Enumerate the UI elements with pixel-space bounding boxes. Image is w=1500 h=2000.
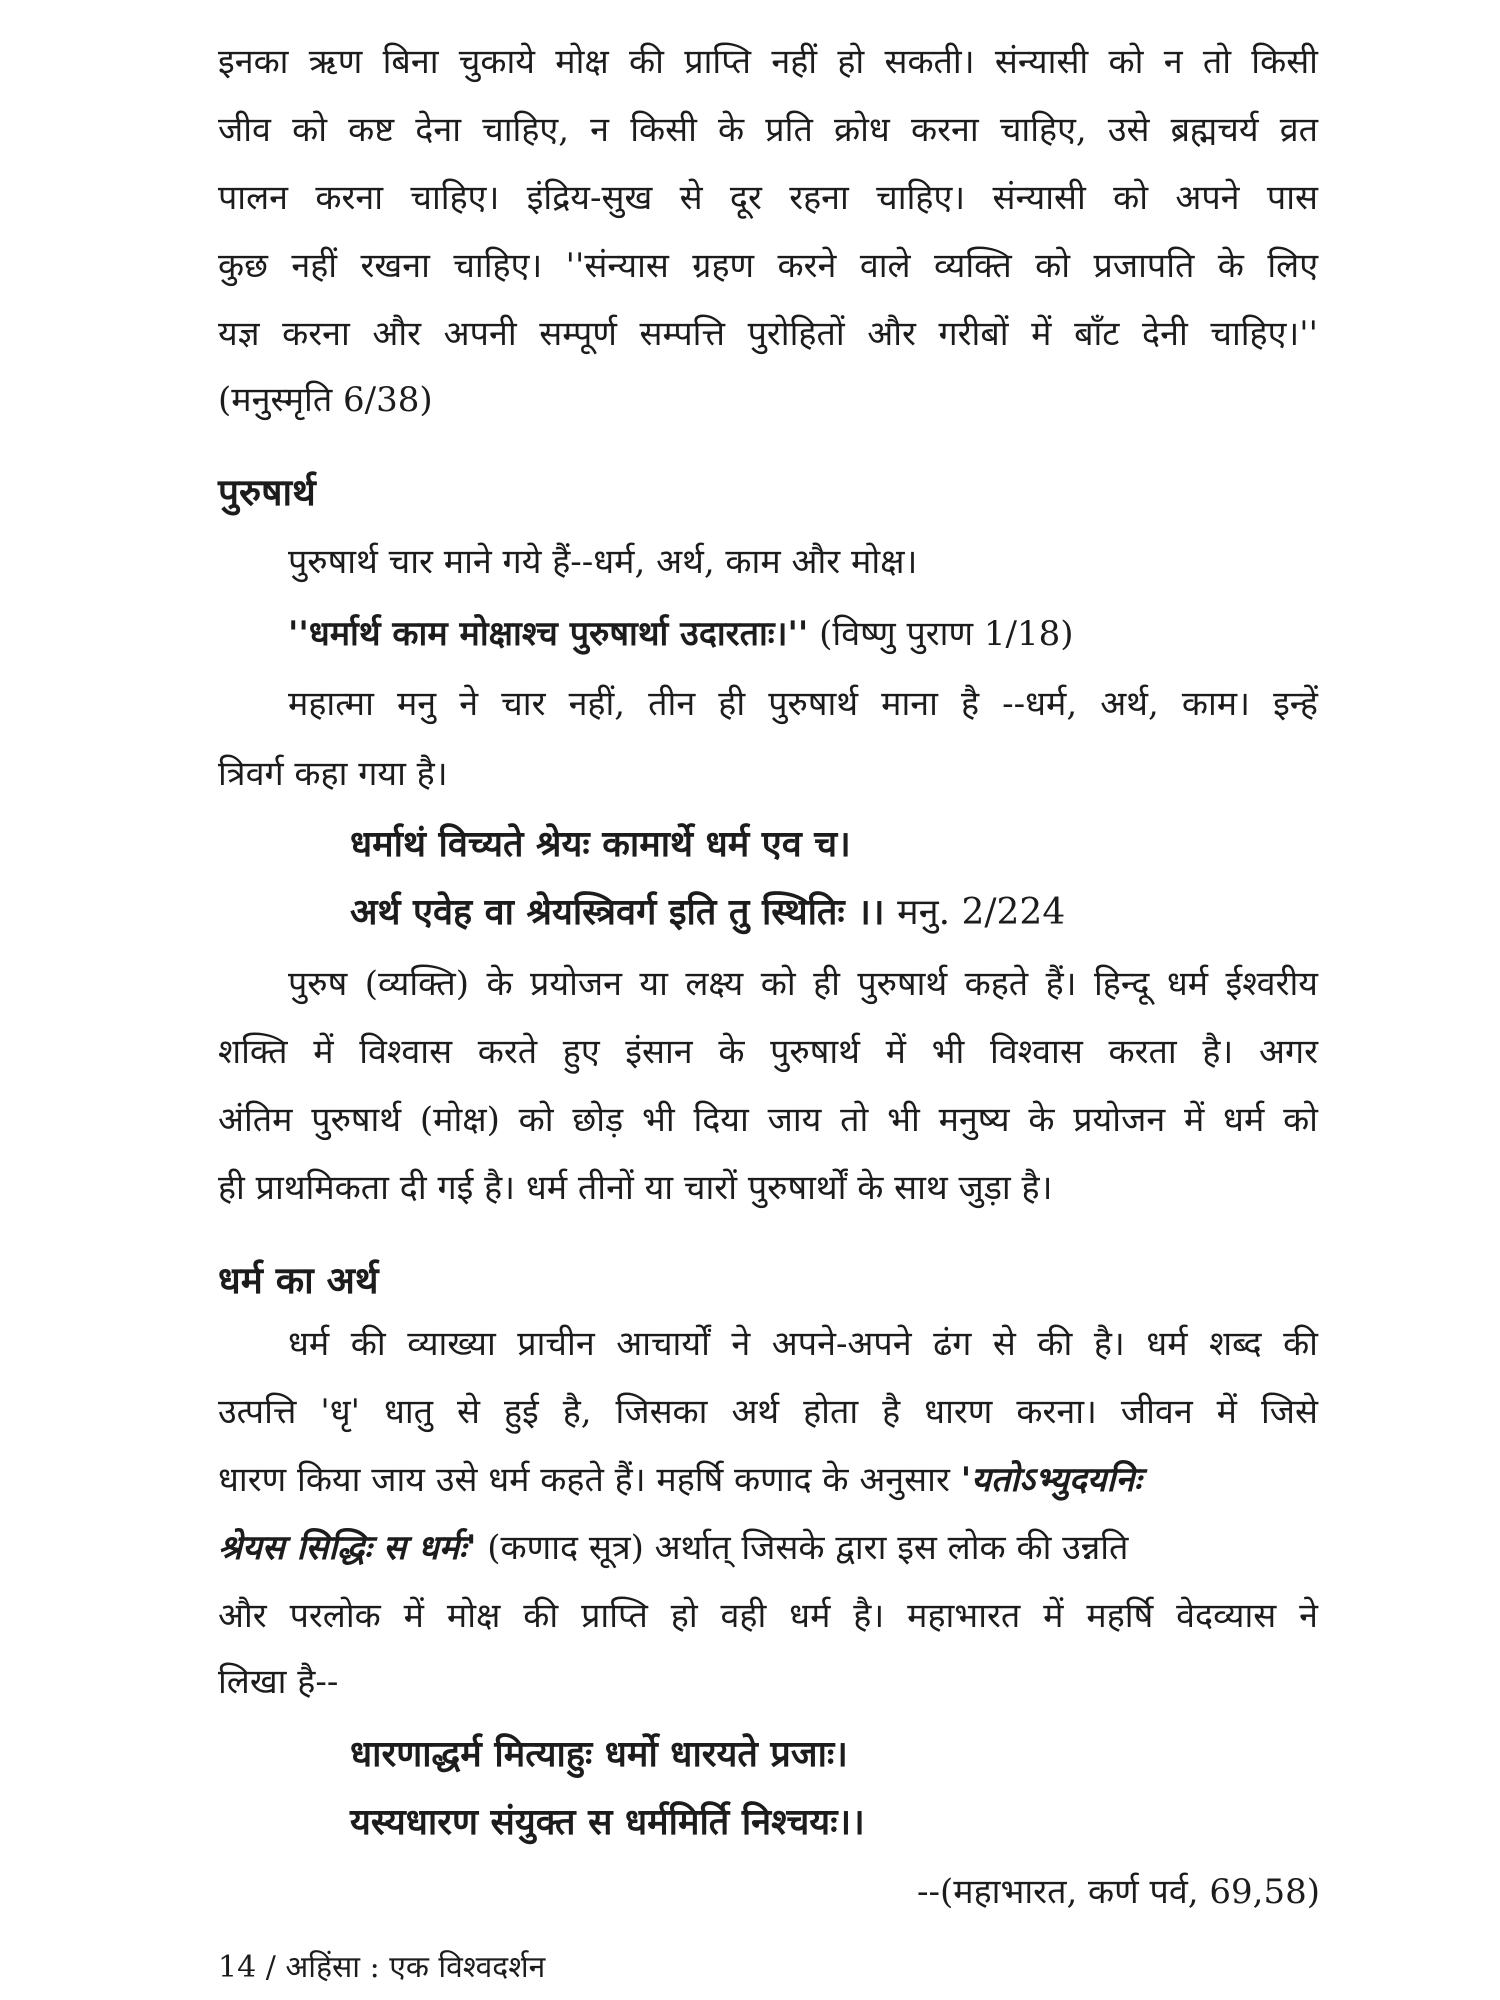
dharma-line-1: धर्म की व्याख्या प्राचीन आचार्यों ने अपने-अपने ढंग से की है। धर्म शब्द की <box>288 1324 1318 1364</box>
manu-verse-line-2-wrap <box>350 890 1065 935</box>
intro-line-3: पालन करना चाहिए। इंद्रिय-सुख से दूर रहना चाहिए। संन्यासी को अपने पास <box>218 178 1318 218</box>
purushartha-para-2-line-1: महात्मा मनु ने चार नहीं, तीन ही पुरुषार्थ माना है --धर्म, अर्थ, काम। इन्हें <box>288 684 1318 724</box>
page-footer <box>218 1946 1318 1990</box>
intro-line-5: यज्ञ करना और अपनी सम्पूर्ण सम्पत्ति पुरोहितों और गरीबों में बाँट देनी चाहिए।'' <box>218 314 1318 354</box>
purushartha-quote-source: (विष्णु पुराण 1/18) <box>819 614 1074 654</box>
kanada-sutra-quote-part-2: श्रेयस सिद्धिः स धर्मः' <box>218 1528 477 1568</box>
dharma-line-2: उत्पत्ति 'धृ' धातु से हुई है, जिसका अर्थ होता है धारण करना। जीवन में जिसे <box>218 1392 1318 1432</box>
purushartha-para-3-line-1: पुरुष (व्यक्ति) के प्रयोजन या लक्ष्य को ही पुरुषार्थ कहते हैं। हिन्दू धर्म ईश्वरीय <box>288 964 1318 1004</box>
section-heading-dharma: धर्म का अर्थ <box>218 1258 379 1302</box>
manu-verse-reference: मनु. 2/224 <box>897 892 1066 933</box>
kanada-sutra-quote-part-1: 'यतोऽभ्युदयनिः <box>960 1460 1142 1500</box>
section-heading-purushartha: पुरुषार्थ <box>218 470 316 514</box>
purushartha-quote: ''धर्मार्थ काम मोक्षाश्च पुरुषार्था उदारताः।'' <box>288 614 809 654</box>
purushartha-quote-line <box>288 612 1074 656</box>
purushartha-para-2-line-2: त्रिवर्ग कहा गया है। <box>218 754 448 794</box>
dharma-line-6: लिखा है-- <box>218 1662 339 1702</box>
intro-citation: (मनुस्मृति 6/38) <box>218 380 433 420</box>
footer-separator: / <box>265 1950 276 1985</box>
dharma-line-3 <box>218 1458 1318 1502</box>
purushartha-para-3-line-3: अंतिम पुरुषार्थ (मोक्ष) को छोड़ भी दिया जाय तो भी मनुष्य के प्रयोजन में धर्म को <box>218 1100 1318 1140</box>
intro-line-1: इनका ऋण बिना चुकाये मोक्ष की प्राप्ति नहीं हो सकती। संन्यासी को न तो किसी <box>218 42 1318 82</box>
manu-verse-line-1: धर्माथं विच्यते श्रेयः कामार्थे धर्म एव च। <box>350 823 851 865</box>
mahabharata-verse-line-1: धारणाद्धर्म मित्याहुः धर्मो धारयते प्रजाः। <box>350 1733 848 1775</box>
purushartha-para-1: पुरुषार्थ चार माने गये हैं--धर्म, अर्थ, काम और मोक्ष। <box>288 542 918 582</box>
intro-line-4: कुछ नहीं रखना चाहिए। ''संन्यास ग्रहण करने वाले व्यक्ति को प्रजापति के लिए <box>218 246 1318 286</box>
dharma-line-4 <box>218 1526 1318 1570</box>
mahabharata-verse-line-2: यस्यधारण संयुक्त स धर्ममिर्ति निश्चयः।। <box>350 1801 865 1843</box>
dharma-line-5: और परलोक में मोक्ष की प्राप्ति हो वही धर्म है। महाभारत में महर्षि वेदव्यास ने <box>218 1596 1318 1636</box>
book-title: अहिंसा : एक विश्वदर्शन <box>285 1950 546 1985</box>
mahabharata-citation: --(महाभारत, कर्ण पर्व, 69,58) <box>917 1872 1320 1912</box>
page-number: 14 <box>218 1950 257 1985</box>
purushartha-para-3-line-2: शक्ति में विश्वास करते हुए इंसान के पुरुषार्थ में भी विश्वास करता है। अगर <box>218 1032 1318 1072</box>
purushartha-para-3-line-4: ही प्राथमिकता दी गई है। धर्म तीनों या चारों पुरुषार्थों के साथ जुड़ा है। <box>218 1168 1053 1208</box>
dharma-line-3-text: धारण किया जाय उसे धर्म कहते हैं। महर्षि कणाद के अनुसार <box>218 1460 950 1500</box>
manu-verse-line-2: अर्थ एवेह वा श्रेयस्त्रिवर्ग इति तु स्थितिः ।। <box>350 891 885 933</box>
intro-line-2: जीव को कष्ट देना चाहिए, न किसी के प्रति क्रोध करना चाहिए, उसे ब्रह्मचर्य व्रत <box>218 110 1318 150</box>
dharma-line-4-text: (कणाद सूत्र) अर्थात् जिसके द्वारा इस लोक की उन्नति <box>487 1528 1129 1568</box>
